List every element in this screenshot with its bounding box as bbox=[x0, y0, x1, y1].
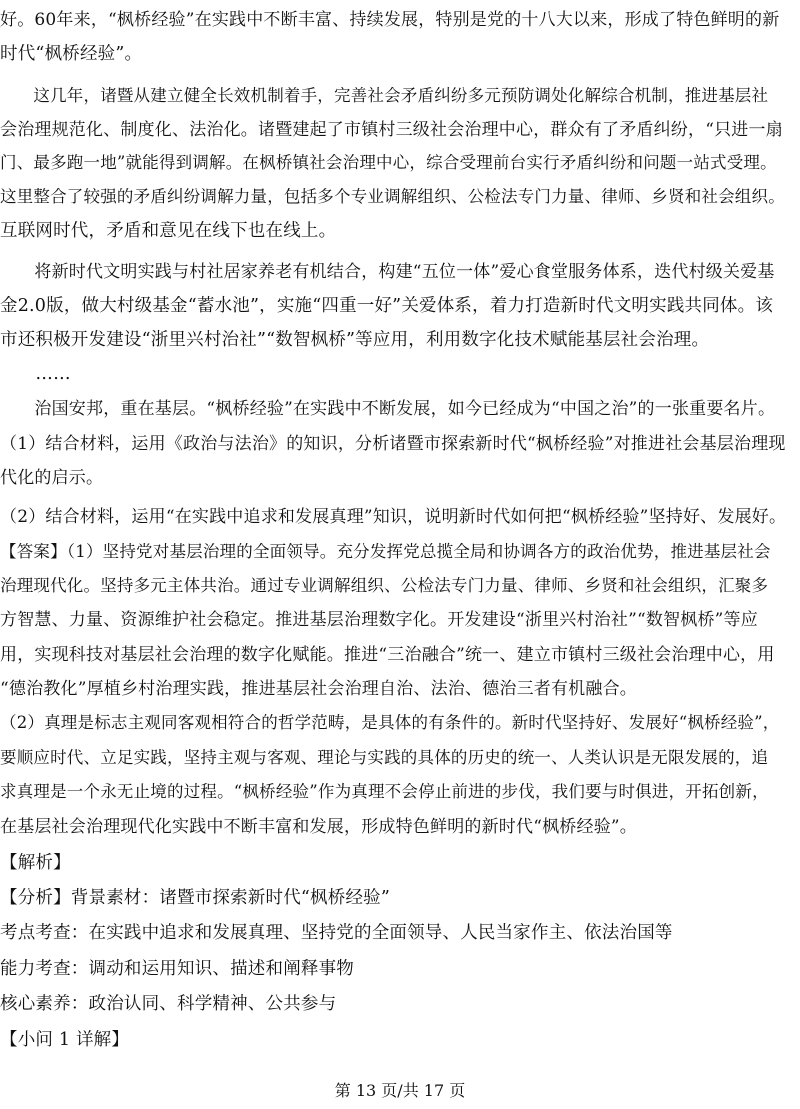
material-line: 好。60年来，“枫桥经验”在实践中不断丰富、持续发展，特别是党的十八大以来，形成了特色鲜明的新 bbox=[0, 10, 780, 30]
material-line: 互联网时代，矛盾和意见在线下也在线上。 bbox=[0, 221, 337, 241]
subquestion-heading: 【小问 1 详解】 bbox=[0, 1030, 130, 1050]
analysis-line: 能力考查：调动和运用知识、描述和阐释事物 bbox=[0, 959, 354, 979]
answer-line: 用，实现科技对基层社会治理的数字化赋能。推进“三治融合”统一、建立市镇村三级社会治理中心，用 bbox=[0, 645, 775, 665]
material-line: 治国安邦，重在基层。“枫桥经验”在实践中不断发展，如今已经成为“中国之治”的一张重要名片。 bbox=[0, 399, 776, 419]
page-number: 第 13 页/共 17 页 bbox=[334, 1081, 466, 1100]
material-line: 市还积极开发建设“浙里兴村治社”“数智枫桥”等应用，利用数字化技术赋能基层社会治理。 bbox=[0, 330, 710, 350]
answer-line: 要顺应时代、立足实践，坚持主观与客观、理论与实践的具体的历史的统一、人类认识是无限发展的，追 bbox=[0, 748, 769, 767]
material-line: 会治理规范化、制度化、法治化。诸暨建起了市镇村三级社会治理中心，群众有了矛盾纠纷，“只进一扇 bbox=[0, 120, 783, 140]
material-line: 金2.0版，做大村级基金“蓄水池”，实施“四重一好”关爱体系，着力打造新时代文明实践共同体。该 bbox=[0, 296, 774, 316]
material-line: 时代“枫桥经验”。 bbox=[0, 44, 143, 64]
answer-line: 在基层社会治理现代化实践中不断丰富和发展，形成特色鲜明的新时代“枫桥经验”。 bbox=[0, 817, 637, 837]
answer-line: （2）真理是标志主观同客观相符合的哲学范畴，是具体的有条件的。新时代坚持好、发展好“枫桥经验”， bbox=[0, 713, 780, 732]
analysis-line: 【分析】背景素材：诸暨市探索新时代“枫桥经验” bbox=[0, 888, 390, 908]
question-2: （2）结合材料，运用“在实践中追求和发展真理”知识，说明新时代如何把“枫桥经验”坚持好、发展好。 bbox=[0, 507, 787, 527]
material-line: 这几年，诸暨从建立健全长效机制着手，完善社会矛盾纠纷多元预防调处化解综合机制，推进基层社 bbox=[0, 86, 769, 105]
material-line: 这里整合了较强的矛盾纠纷调解力量，包括多个专业调解组织、公检法专门力量、律师、乡贤和社会组织。 bbox=[0, 187, 785, 206]
answer-line: 【答案】（1）坚持党对基层治理的全面领导。充分发挥党总揽全局和协调各方的政治优势，推进基层社会 bbox=[0, 542, 771, 561]
material-line: 门、最多跑一地”就能得到调解。在枫桥镇社会治理中心，综合受理前台实行矛盾纠纷和问题一站式受理。 bbox=[0, 153, 777, 172]
ellipsis-line: …… bbox=[0, 364, 71, 384]
answer-line: 治理现代化。坚持多元主体共治。通过专业调解组织、公检法专门力量、律师、乡贤和社会组织，汇聚多 bbox=[0, 576, 769, 595]
material-line: 将新时代文明实践与村社居家养老有机结合，构建“五位一体”爱心食堂服务体系，迭代村级关爱基 bbox=[0, 262, 775, 282]
answer-line: “德治教化”厚植乡村治理实践，推进基层社会治理自治、法治、德治三者有机融合。 bbox=[0, 679, 637, 699]
analysis-line: 考点考查：在实践中追求和发展真理、坚持党的全面领导、人民当家作主、依法治国等 bbox=[0, 923, 673, 943]
analysis-line: 核心素养：政治认同、科学精神、公共参与 bbox=[0, 994, 337, 1014]
answer-line: 方智慧、力量、资源维护社会稳定。推进基层治理数字化。开发建设“浙里兴村治社”“数智枫桥”等应 bbox=[0, 610, 758, 630]
analysis-heading: 【解析】 bbox=[0, 853, 71, 873]
question-1: （1）结合材料，运用《政治与法治》的知识，分析诸暨市探索新时代“枫桥经验”对推进社会基层治理现 bbox=[0, 434, 786, 454]
answer-line: 求真理是一个永无止境的过程。“枫桥经验”作为真理不会停止前进的步伐，我们要与时俱进，开拓创新， bbox=[0, 782, 769, 801]
question-1-cont: 代化的启示。 bbox=[0, 468, 104, 488]
